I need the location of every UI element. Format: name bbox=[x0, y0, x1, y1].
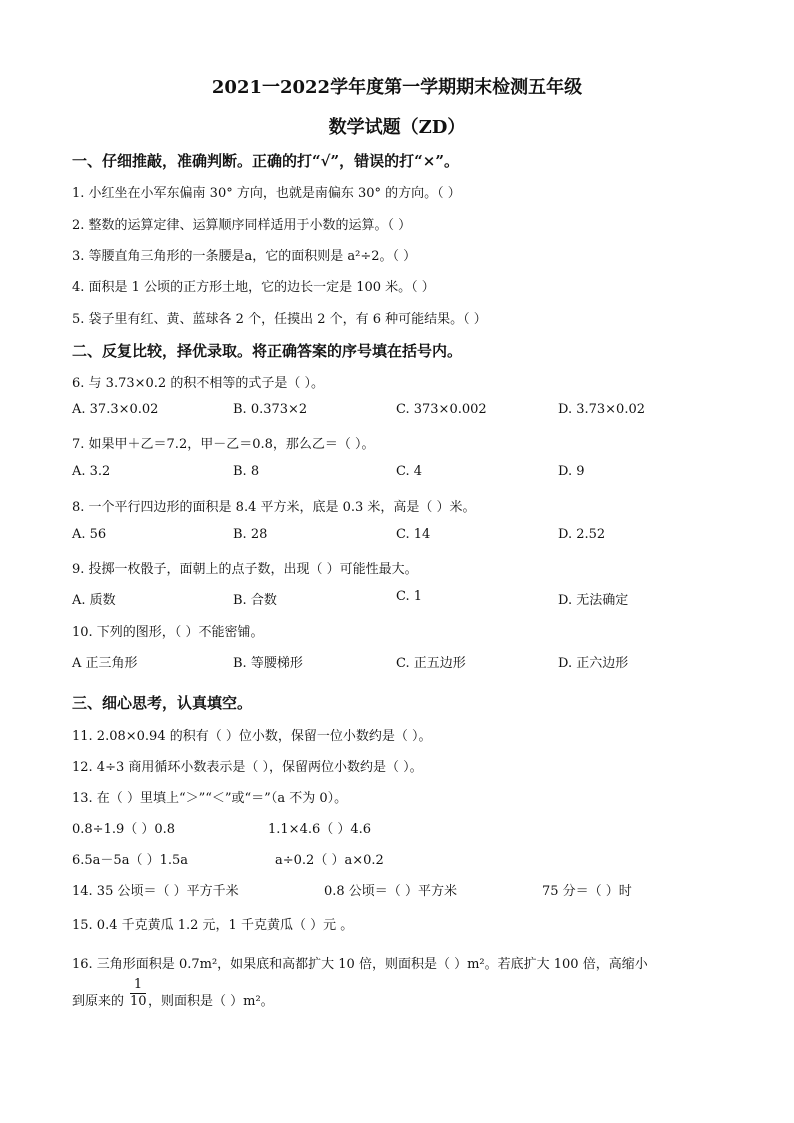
q8-option-b: B. 28 bbox=[233, 527, 268, 542]
question-5: 5. 袋子里有红、黄、蓝球各 2 个，任摸出 2 个，有 6 种可能结果。（ ） bbox=[72, 312, 487, 327]
question-16-line-2-prefix: 到原来的 bbox=[72, 994, 125, 1009]
q13-compare-2: 1.1×4.6（ ）4.6 bbox=[268, 822, 372, 837]
question-6: 6. 与 3.73×0.2 的积不相等的式子是（ ）。 bbox=[72, 376, 324, 391]
question-7: 7. 如果甲＋乙＝7.2，甲－乙＝0.8，那么乙＝（ ）。 bbox=[72, 437, 375, 452]
question-14-part-3: 75 分＝（ ）时 bbox=[542, 884, 632, 899]
q6-option-d: D. 3.73×0.02 bbox=[558, 402, 646, 417]
q7-option-b: B. 8 bbox=[233, 464, 260, 479]
q9-option-d: D. 无法确定 bbox=[558, 593, 629, 608]
q9-option-b: B. 合数 bbox=[233, 593, 277, 608]
question-11: 11. 2.08×0.94 的积有（ ）位小数，保留一位小数约是（ ）。 bbox=[72, 729, 432, 744]
q13-compare-1: 0.8÷1.9（ ）0.8 bbox=[72, 822, 176, 837]
q8-option-d: D. 2.52 bbox=[558, 527, 606, 542]
question-3: 3. 等腰直角三角形的一条腰是a，它的面积则是 a²÷2。（ ） bbox=[72, 249, 417, 264]
question-16-line-2-suffix: ，则面积是（ ）m²。 bbox=[148, 994, 274, 1009]
q7-option-c: C. 4 bbox=[396, 464, 423, 479]
exam-subtitle: 数学试题（ZD） bbox=[328, 117, 466, 138]
fraction-numerator: 1 bbox=[130, 977, 146, 994]
q8-option-c: C. 14 bbox=[396, 527, 431, 542]
exam-title: 2021一2022学年度第一学期期末检测五年级 bbox=[211, 77, 583, 98]
q9-option-c: C. 1 bbox=[396, 589, 423, 604]
question-12: 12. 4÷3 商用循环小数表示是（ ），保留两位小数约是（ ）。 bbox=[72, 760, 423, 775]
q13-compare-4: a÷0.2（ ）a×0.2 bbox=[275, 853, 384, 868]
question-10: 10. 下列的图形，（ ）不能密铺。 bbox=[72, 625, 264, 640]
q13-compare-3: 6.5a－5a（ ）1.5a bbox=[72, 853, 189, 868]
q6-option-c: C. 373×0.002 bbox=[396, 402, 487, 417]
question-15: 15. 0.4 千克黄瓜 1.2 元，1 千克黄瓜（ ）元 。 bbox=[72, 918, 354, 933]
question-9: 9. 投掷一枚骰子，面朝上的点子数，出现（ ）可能性最大。 bbox=[72, 562, 418, 577]
fraction-denominator: 10 bbox=[130, 994, 147, 1009]
q8-option-a: A. 56 bbox=[72, 527, 107, 542]
question-2: 2. 整数的运算定律、运算顺序同样适用于小数的运算。（ ） bbox=[72, 218, 412, 233]
q7-option-d: D. 9 bbox=[558, 464, 585, 479]
q10-option-c: C. 正五边形 bbox=[396, 656, 466, 671]
section-2-heading: 二、反复比较，择优录取。将正确答案的序号填在括号内。 bbox=[72, 342, 463, 360]
question-13: 13. 在（ ）里填上“＞”“＜”或“＝”（a 不为 0）。 bbox=[72, 791, 348, 806]
question-4: 4. 面积是 1 公顷的正方形土地，它的边长一定是 100 米。（ ） bbox=[72, 280, 435, 295]
fraction-one-tenth bbox=[130, 977, 146, 1010]
question-8: 8. 一个平行四边形的面积是 8.4 平方米，底是 0.3 米，高是（ ）米。 bbox=[72, 500, 476, 515]
q10-option-a: A 正三角形 bbox=[72, 656, 138, 671]
section-1-heading: 一、仔细推敲，准确判断。正确的打“√”，错误的打“×”。 bbox=[72, 152, 459, 170]
q6-option-b: B. 0.373×2 bbox=[233, 402, 308, 417]
section-3-heading: 三、细心思考，认真填空。 bbox=[72, 694, 253, 712]
q7-option-a: A. 3.2 bbox=[72, 464, 111, 479]
question-14-part-1: 14. 35 公顷＝（ ）平方千米 bbox=[72, 884, 239, 899]
q10-option-b: B. 等腰梯形 bbox=[233, 656, 303, 671]
q6-option-a: A. 37.3×0.02 bbox=[72, 402, 159, 417]
q10-option-d: D. 正六边形 bbox=[558, 656, 629, 671]
question-14-part-2: 0.8 公顷＝（ ）平方米 bbox=[324, 884, 457, 899]
question-16-line-1: 16. 三角形面积是 0.7m²，如果底和高都扩大 10 倍，则面积是（ ）m²。若底扩大 100 倍，高缩小 bbox=[72, 957, 648, 972]
q9-option-a: A. 质数 bbox=[72, 593, 116, 608]
question-1: 1. 小红坐在小军东偏南 30° 方向，也就是南偏东 30° 的方向。（ ） bbox=[72, 186, 461, 201]
